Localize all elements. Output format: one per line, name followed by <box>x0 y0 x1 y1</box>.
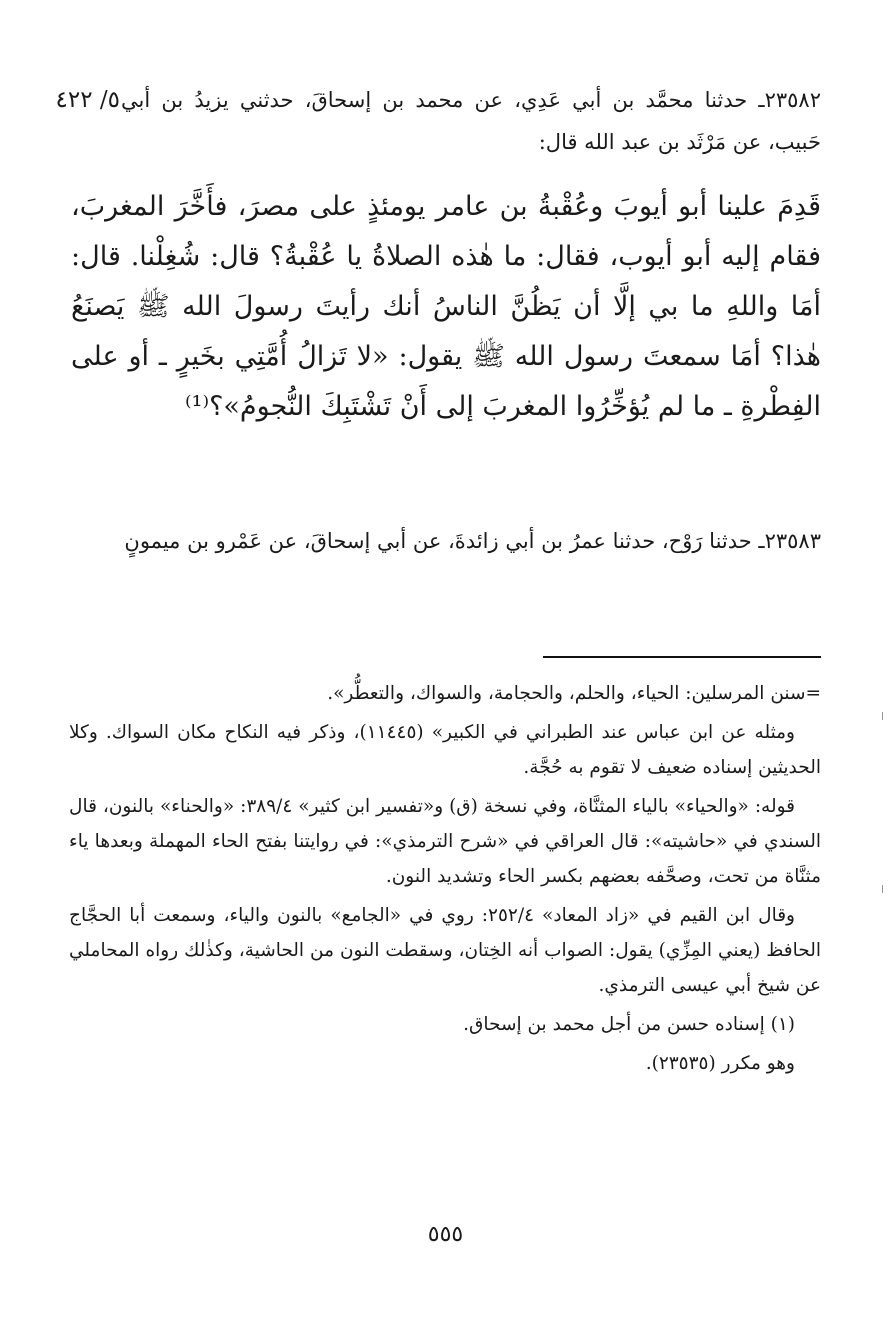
hadith-23582-isnad: ٢٣٥٨٢ـ حدثنا محمَّد بن أبي عَدِي، عن محمد بن إسحاقَ، حدثني يزيدُ بن أبي حَبيب، عن مَرْثَد بن عبد الله قال: <box>121 88 821 154</box>
footnote-paragraph: قوله: «والحياء» بالياء المثنَّاة، وفي نسخة (ق) و«تفسير ابن كثير» ٣٨٩/٤: «والحناء» بالنون، قال السندي في «حاشيته»: قال العراقي في «شرح الترمذي»: في روايتنا بفتح الحاء المهملة وبعدها ياء مثنَّاة من تحت، وصحَّفه بعضهم بكسر الحاء وتشديد النون. <box>69 796 821 887</box>
margin-mark <box>882 885 883 893</box>
margin-volume-page-reference: ٥/ ٤٢٢ <box>55 87 120 113</box>
footnote-1: (١) إسناده حسن من أجل محمد بن إسحاق. <box>463 1014 795 1035</box>
footnote-1-note: وهو مكرر (٢٣٥٣٥). <box>645 1053 795 1074</box>
footnote-continuation: =سنن المرسلين: الحياء، والحلم، والحجامة، والسواك، والتعطُّر». <box>327 683 821 704</box>
footnote-paragraph: ومثله عن ابن عباس عند الطبراني في الكبير» (١١٤٤٥)، وذكر فيه النكاح مكان السواك. وكلا الحديثين إسناده ضعيف لا تقوم به حُجَّة. <box>69 722 821 778</box>
hadith-23583-isnad: ٢٣٥٨٣ـ حدثنا رَوْح، حدثنا عمرُ بن أبي زائدةَ، عن أبي إسحاقَ، عن عَمْرو بن ميمونٍ <box>124 529 821 553</box>
margin-mark <box>882 712 883 720</box>
footnote-separator <box>543 656 821 658</box>
footnotes-section <box>69 676 821 1081</box>
page-number: ٥٥٥ <box>427 1222 464 1247</box>
hadith-23582-matn: قَدِمَ علينا أبو أيوبَ وعُقْبةُ بن عامر يومئذٍ على مصرَ، فأَخَّرَ المغربَ، فقام إليه أبو أيوب، فقال: ما هٰذه الصلاةُ يا عُقْبةُ؟ قال: شُغِلْنا. قال: أمَا واللهِ ما بي إلَّا أن يَظُنَّ الناسُ أنك رأيتَ رسولَ الله ﷺ يَصنَعُ هٰذا؟ أمَا سمعتَ رسول الله ﷺ يقول: «لا تَزالُ أُمَّتِي بخَيرٍ ـ أو على الفِطْرةِ ـ ما لم يُؤخِّرُوا المغربَ إلى أَنْ تَشْتَبِكَ النُّجومُ»؟⁽¹⁾ <box>71 191 821 422</box>
footnote-paragraph: وقال ابن القيم في «زاد المعاد» ٢٥٢/٤: روي في «الجامع» بالنون والياء، وسمعت أبا الحجَّاج الحافظ (يعني المِزِّي) يقول: الصواب أنه الخِتان، وسقطت النون من الحاشية، وكذٰلك رواه المحاملي عن شيخ أبي عيسى الترمذي. <box>69 905 821 996</box>
